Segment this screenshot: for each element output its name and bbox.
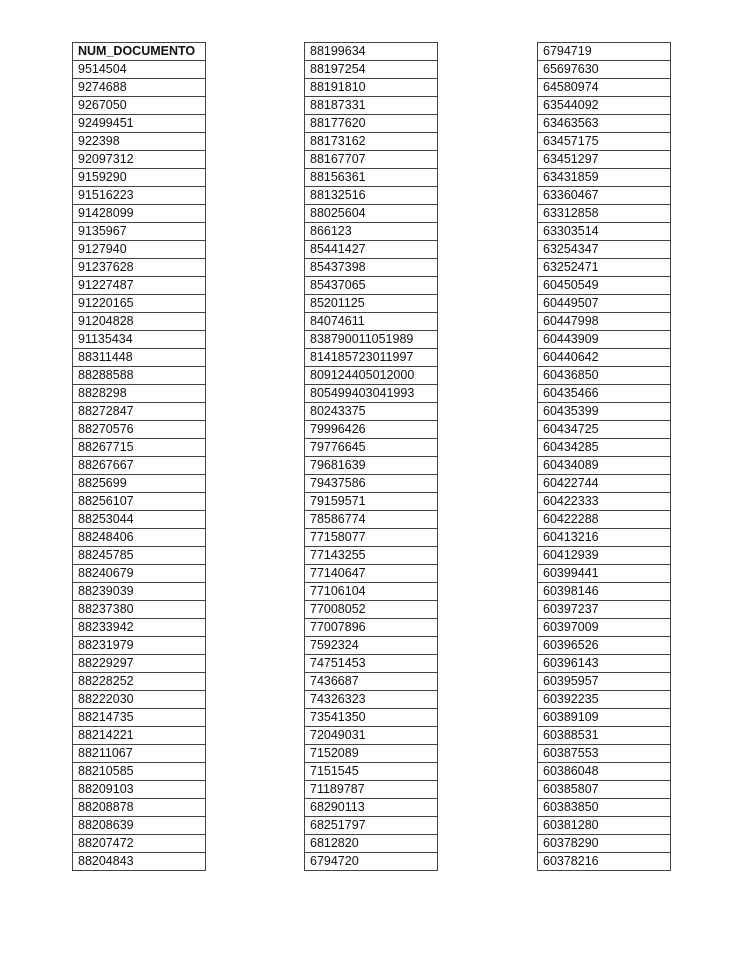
document-number-cell: 91227487 [73, 277, 206, 295]
document-number-cell: 60434089 [538, 457, 671, 475]
document-number-cell: 805499403041993 [305, 385, 438, 403]
document-number-cell: 60397237 [538, 601, 671, 619]
document-number-cell: 88025604 [305, 205, 438, 223]
document-number-cell: 80243375 [305, 403, 438, 421]
table-row [538, 259, 671, 277]
document-number-cell: 88233942 [73, 619, 206, 637]
table-row [73, 151, 206, 169]
document-number-cell: 60399441 [538, 565, 671, 583]
table-row [73, 565, 206, 583]
document-number-cell: 63303514 [538, 223, 671, 241]
table-row [538, 781, 671, 799]
document-number-cell: 6812820 [305, 835, 438, 853]
document-number-cell: 88256107 [73, 493, 206, 511]
table-row [538, 97, 671, 115]
table-row [73, 475, 206, 493]
document-number-cell: 79437586 [305, 475, 438, 493]
document-number-cell: 7436687 [305, 673, 438, 691]
document-number-cell: 60381280 [538, 817, 671, 835]
document-number-cell: 71189787 [305, 781, 438, 799]
table-row [305, 817, 438, 835]
document-number-cell: 60449507 [538, 295, 671, 313]
document-number-cell: 88167707 [305, 151, 438, 169]
document-number-cell: 60389109 [538, 709, 671, 727]
document-number-cell: 88207472 [73, 835, 206, 853]
table-row [305, 763, 438, 781]
document-number-cell: 77106104 [305, 583, 438, 601]
table-row [305, 403, 438, 421]
table-row [73, 673, 206, 691]
table-row [305, 745, 438, 763]
table-row [305, 835, 438, 853]
document-number-cell: 7592324 [305, 637, 438, 655]
table-row [73, 277, 206, 295]
document-number-cell: 88229297 [73, 655, 206, 673]
document-number-column-1 [72, 42, 206, 871]
table-row [538, 115, 671, 133]
table-row [73, 619, 206, 637]
table-row [73, 295, 206, 313]
table-row [305, 43, 438, 61]
table-row [538, 619, 671, 637]
document-number-cell: 73541350 [305, 709, 438, 727]
table-row [73, 169, 206, 187]
document-number-cell: 60447998 [538, 313, 671, 331]
document-number-cell: 809124405012000 [305, 367, 438, 385]
document-number-cell: 88270576 [73, 421, 206, 439]
table-row [305, 799, 438, 817]
document-number-cell: 88210585 [73, 763, 206, 781]
table-row [538, 511, 671, 529]
table-row [73, 763, 206, 781]
document-number-cell: 79996426 [305, 421, 438, 439]
document-number-cell: 60434285 [538, 439, 671, 457]
table-row [73, 115, 206, 133]
document-number-cell: 8825699 [73, 475, 206, 493]
document-number-cell: 85437398 [305, 259, 438, 277]
document-number-cell: 91135434 [73, 331, 206, 349]
table-row [73, 853, 206, 871]
document-number-cell: 92499451 [73, 115, 206, 133]
table-row [305, 349, 438, 367]
table-row [538, 763, 671, 781]
table-row [305, 151, 438, 169]
table-row [73, 493, 206, 511]
table-row [538, 61, 671, 79]
column-header: NUM_DOCUMENTO [73, 43, 206, 61]
table-row [305, 529, 438, 547]
document-number-cell: 88208639 [73, 817, 206, 835]
table-row [538, 133, 671, 151]
document-number-cell: 60378216 [538, 853, 671, 871]
document-number-column-2 [304, 42, 438, 871]
table-row [73, 259, 206, 277]
document-number-cell: 74751453 [305, 655, 438, 673]
table-row [73, 187, 206, 205]
document-number-cell: 6794720 [305, 853, 438, 871]
document-number-cell: 79681639 [305, 457, 438, 475]
document-number-cell: 63360467 [538, 187, 671, 205]
document-number-cell: 60395957 [538, 673, 671, 691]
document-number-cell: 88177620 [305, 115, 438, 133]
document-number-cell: 77140647 [305, 565, 438, 583]
table-row [538, 745, 671, 763]
document-number-cell: 9135967 [73, 223, 206, 241]
table-row [73, 61, 206, 79]
document-number-cell: 77008052 [305, 601, 438, 619]
table-row [538, 655, 671, 673]
table-row [305, 655, 438, 673]
document-number-cell: 92097312 [73, 151, 206, 169]
document-number-cell: 88272847 [73, 403, 206, 421]
table-row [305, 583, 438, 601]
table-row [73, 601, 206, 619]
document-number-cell: 63431859 [538, 169, 671, 187]
table-row [73, 835, 206, 853]
table-row [305, 439, 438, 457]
document-number-cell: 91204828 [73, 313, 206, 331]
table-row [305, 295, 438, 313]
table-row [305, 511, 438, 529]
table-row [305, 709, 438, 727]
document-number-cell: 60385807 [538, 781, 671, 799]
table-row [538, 277, 671, 295]
document-number-cell: 9127940 [73, 241, 206, 259]
document-number-cell: 85437065 [305, 277, 438, 295]
table-row [73, 709, 206, 727]
table-row [73, 241, 206, 259]
table-row [73, 817, 206, 835]
document-number-cell: 8828298 [73, 385, 206, 403]
table-row [305, 277, 438, 295]
document-number-cell: 88208878 [73, 799, 206, 817]
table-row [305, 223, 438, 241]
table-row [73, 691, 206, 709]
table-row [538, 727, 671, 745]
table-row [305, 781, 438, 799]
document-number-cell: 88311448 [73, 349, 206, 367]
document-number-cell: 64580974 [538, 79, 671, 97]
document-number-cell: 60422288 [538, 511, 671, 529]
document-number-cell: 60396526 [538, 637, 671, 655]
document-number-cell: 60443909 [538, 331, 671, 349]
document-number-cell: 88197254 [305, 61, 438, 79]
table-row [305, 493, 438, 511]
table-row [538, 547, 671, 565]
document-number-cell: 88288588 [73, 367, 206, 385]
document-number-cell: 91220165 [73, 295, 206, 313]
table-row [73, 331, 206, 349]
document-number-cell: 88132516 [305, 187, 438, 205]
document-number-cell: 79159571 [305, 493, 438, 511]
document-number-cell: 60388531 [538, 727, 671, 745]
document-number-cell: 88211067 [73, 745, 206, 763]
document-number-cell: 91237628 [73, 259, 206, 277]
table-row [73, 385, 206, 403]
document-number-cell: 63254347 [538, 241, 671, 259]
table-row [538, 295, 671, 313]
table-row [73, 457, 206, 475]
table-row [538, 475, 671, 493]
document-number-cell: 88248406 [73, 529, 206, 547]
table-row [73, 583, 206, 601]
document-number-cell: 63457175 [538, 133, 671, 151]
header-row [73, 43, 206, 61]
table-row [538, 223, 671, 241]
document-number-cell: 88214221 [73, 727, 206, 745]
table-row [538, 817, 671, 835]
table-row [305, 475, 438, 493]
document-number-cell: 60396143 [538, 655, 671, 673]
document-number-cell: 78586774 [305, 511, 438, 529]
document-number-cell: 65697630 [538, 61, 671, 79]
document-number-cell: 60412939 [538, 547, 671, 565]
document-number-cell: 838790011051989 [305, 331, 438, 349]
table-row [305, 547, 438, 565]
table-row [305, 331, 438, 349]
table-row [305, 421, 438, 439]
document-number-cell: 814185723011997 [305, 349, 438, 367]
table-row [538, 421, 671, 439]
table-row [305, 79, 438, 97]
table-row [305, 691, 438, 709]
document-number-cell: 88187331 [305, 97, 438, 115]
table-row [73, 727, 206, 745]
table-row [73, 421, 206, 439]
table-row [305, 169, 438, 187]
table-row [538, 709, 671, 727]
document-number-cell: 60398146 [538, 583, 671, 601]
document-number-cell: 922398 [73, 133, 206, 151]
document-number-cell: 60422744 [538, 475, 671, 493]
document-number-cell: 68290113 [305, 799, 438, 817]
document-number-cell: 72049031 [305, 727, 438, 745]
table-row [538, 673, 671, 691]
table-row [538, 565, 671, 583]
table-row [538, 331, 671, 349]
table-row [73, 133, 206, 151]
document-number-cell: 68251797 [305, 817, 438, 835]
table-row [538, 637, 671, 655]
document-number-cell: 88204843 [73, 853, 206, 871]
table-row [305, 619, 438, 637]
table-row [305, 97, 438, 115]
document-number-cell: 60392235 [538, 691, 671, 709]
document-number-cell: 60450549 [538, 277, 671, 295]
table-row [538, 79, 671, 97]
table-row [305, 205, 438, 223]
document-number-cell: 60434725 [538, 421, 671, 439]
table-row [305, 259, 438, 277]
table-row [305, 853, 438, 871]
table-row [305, 187, 438, 205]
table-row [305, 457, 438, 475]
table-row [73, 547, 206, 565]
table-row [305, 637, 438, 655]
table-row [305, 727, 438, 745]
table-row [305, 133, 438, 151]
document-number-cell: 91516223 [73, 187, 206, 205]
document-number-cell: 88191810 [305, 79, 438, 97]
document-number-cell: 88245785 [73, 547, 206, 565]
table-row [538, 853, 671, 871]
table-row [305, 241, 438, 259]
document-number-cell: 60383850 [538, 799, 671, 817]
document-number-cell: 74326323 [305, 691, 438, 709]
table-row [538, 385, 671, 403]
table-row [538, 151, 671, 169]
table-row [73, 349, 206, 367]
table-row [538, 457, 671, 475]
document-number-cell: 9267050 [73, 97, 206, 115]
table-row [538, 205, 671, 223]
table-row [538, 403, 671, 421]
document-number-cell: 77143255 [305, 547, 438, 565]
document-number-cell: 88253044 [73, 511, 206, 529]
table-row [538, 493, 671, 511]
table-row [538, 691, 671, 709]
document-number-cell: 88173162 [305, 133, 438, 151]
document-number-cell: 77007896 [305, 619, 438, 637]
table-row [305, 673, 438, 691]
document-number-cell: 9274688 [73, 79, 206, 97]
table-row [73, 223, 206, 241]
document-number-cell: 88239039 [73, 583, 206, 601]
table-row [73, 511, 206, 529]
document-number-cell: 88267715 [73, 439, 206, 457]
document-number-cell: 9514504 [73, 61, 206, 79]
document-number-cell: 60435399 [538, 403, 671, 421]
table-row [538, 313, 671, 331]
document-number-cell: 91428099 [73, 205, 206, 223]
document-number-cell: 60436850 [538, 367, 671, 385]
document-number-cell: 63252471 [538, 259, 671, 277]
table-row [73, 655, 206, 673]
document-number-cell: 9159290 [73, 169, 206, 187]
document-number-cell: 77158077 [305, 529, 438, 547]
table-row [305, 367, 438, 385]
document-number-cell: 60397009 [538, 619, 671, 637]
table-row [538, 583, 671, 601]
document-number-cell: 60413216 [538, 529, 671, 547]
table-row [305, 601, 438, 619]
document-number-cell: 85441427 [305, 241, 438, 259]
table-row [73, 205, 206, 223]
table-row [538, 349, 671, 367]
table-row [305, 61, 438, 79]
table-row [73, 79, 206, 97]
document-number-cell: 88228252 [73, 673, 206, 691]
document-number-cell: 88240679 [73, 565, 206, 583]
table-row [305, 565, 438, 583]
table-row [73, 529, 206, 547]
table-row [73, 367, 206, 385]
document-number-cell: 60378290 [538, 835, 671, 853]
table-row [538, 169, 671, 187]
document-number-cell: 60387553 [538, 745, 671, 763]
document-number-cell: 85201125 [305, 295, 438, 313]
table-row [538, 799, 671, 817]
document-number-cell: 63312858 [538, 205, 671, 223]
table-row [305, 115, 438, 133]
table-row [538, 241, 671, 259]
table-row [73, 97, 206, 115]
table-row [73, 745, 206, 763]
document-number-cell: 88222030 [73, 691, 206, 709]
document-number-cell: 63451297 [538, 151, 671, 169]
table-row [538, 835, 671, 853]
table-row [305, 313, 438, 331]
document-number-cell: 7152089 [305, 745, 438, 763]
table-row [538, 187, 671, 205]
document-number-cell: 84074611 [305, 313, 438, 331]
document-number-cell: 60422333 [538, 493, 671, 511]
table-row [305, 385, 438, 403]
document-number-cell: 88214735 [73, 709, 206, 727]
table-row [73, 313, 206, 331]
table-row [73, 781, 206, 799]
document-number-cell: 88267667 [73, 457, 206, 475]
table-row [73, 439, 206, 457]
document-number-cell: 88156361 [305, 169, 438, 187]
document-number-cell: 6794719 [538, 43, 671, 61]
document-number-cell: 63463563 [538, 115, 671, 133]
table-row [538, 367, 671, 385]
document-number-cell: 60386048 [538, 763, 671, 781]
table-row [73, 403, 206, 421]
document-number-cell: 63544092 [538, 97, 671, 115]
document-number-cell: 60435466 [538, 385, 671, 403]
table-row [538, 43, 671, 61]
document-number-cell: 88209103 [73, 781, 206, 799]
document-number-cell: 866123 [305, 223, 438, 241]
document-number-cell: 88237380 [73, 601, 206, 619]
document-number-cell: 79776645 [305, 439, 438, 457]
table-row [73, 637, 206, 655]
document-number-cell: 88231979 [73, 637, 206, 655]
table-row [73, 799, 206, 817]
table-row [538, 601, 671, 619]
table-row [538, 529, 671, 547]
document-number-cell: 88199634 [305, 43, 438, 61]
document-number-column-3 [537, 42, 671, 871]
table-row [538, 439, 671, 457]
document-number-cell: 7151545 [305, 763, 438, 781]
document-number-cell: 60440642 [538, 349, 671, 367]
